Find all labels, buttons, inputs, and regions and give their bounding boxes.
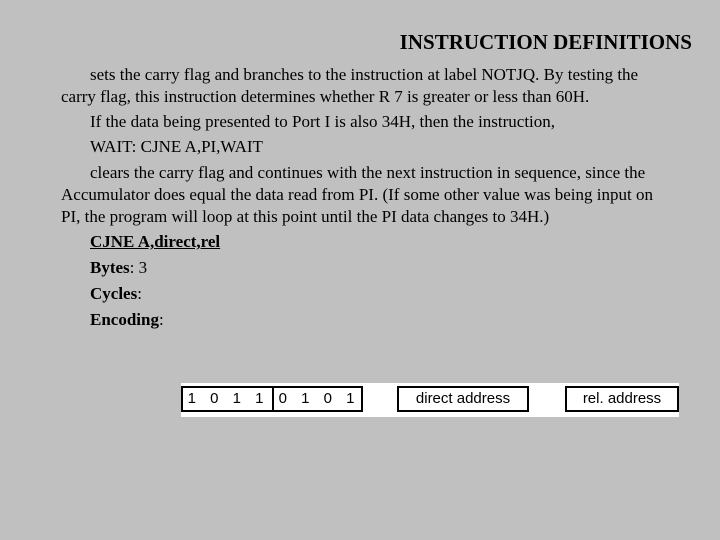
paragraph-port-data: If the data being presented to Port I is also 34H, then the instruction, (90, 112, 556, 131)
paragraph-clears-carry: clears the carry flag and continues with the next instruction in sequence, since the Accumulator does equal the data read from PI. (If some other value was being input on PI, the program will loop at this point until the PI data changes to 34H.) (61, 163, 653, 226)
code-example: WAIT: CJNE A,PI,WAIT (90, 137, 263, 156)
rel-address-box: rel. address (565, 386, 679, 412)
bytes-label: Bytes (90, 258, 130, 277)
opcode-bits-box (181, 386, 363, 412)
encoding-label: Encoding (90, 310, 159, 329)
opcode-bits-low: 0 1 0 1 (278, 390, 360, 407)
body-text (61, 64, 676, 335)
paragraph-carry-flag: sets the carry flag and branches to the instruction at label NOTJQ. By testing the carry flag, this instruction determines whether R 7 is greater or less than 60H. (61, 65, 639, 106)
cycles-label: Cycles (90, 284, 138, 303)
bytes-value: 3 (138, 258, 148, 277)
direct-address-box: direct address (397, 386, 529, 412)
page-title: INSTRUCTION DEFINITIONS (399, 30, 692, 54)
instruction-heading (61, 231, 676, 253)
encoding-diagram (181, 383, 679, 417)
instruction-heading-text: CJNE A,direct,rel (90, 232, 221, 251)
cycles-line: Cycles: (90, 284, 142, 303)
encoding-line: Encoding: (90, 310, 164, 329)
opcode-bits-high: 1 0 1 1 (187, 390, 269, 407)
bytes-line: Bytes: 3 (90, 258, 148, 277)
